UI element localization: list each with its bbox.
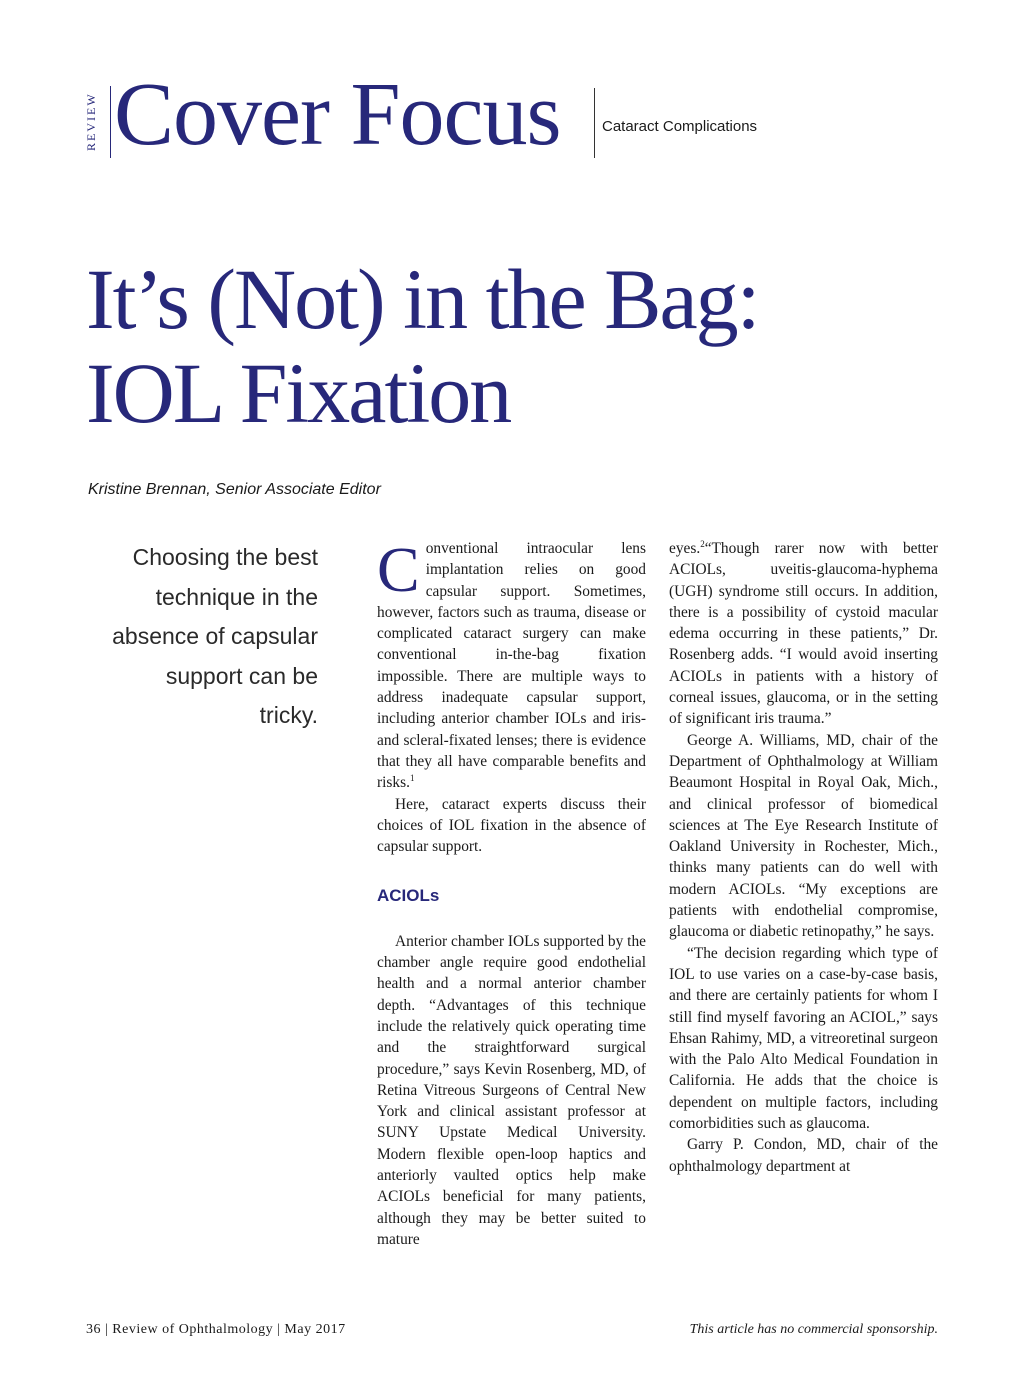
headline-line-1: It’s (Not) in the Bag: [86, 251, 759, 347]
reference-1: 1 [409, 773, 415, 784]
drop-cap: C [377, 534, 420, 605]
pull-quote: Choosing the best technique in the absence of capsular support can be tricky. [112, 544, 318, 728]
reference-2: 2 [700, 538, 705, 549]
paragraph-6: “The decision regarding which type of IOL to use varies on a case-by-case basis, and there are certainly patients for whom I still find myself favoring an ACIOL,” says Ehsan Rahimy, MD, a vitreoretinal surgeon with the Palo Alto Medical Foundation in California. He adds that the choice is dependent on multiple factors, including comorbidities such as glaucoma. [669, 944, 938, 1133]
paragraph-3: Anterior chamber IOLs supported by the chamber angle require good endothelial health and a normal anterior chamber depth. “Advantages of this technique include the relatively quick operating time and the straightforward surgical procedure,” says Kevin Rosenberg, MD, of Retina Vitreous Surgeons of Central New York and clinical assistant professor at SUNY Upstate Medical University. Modern flexible open-loop haptics and anteriorly vaulted optics help make ACIOLs beneficial for many patients, although they may be better suited to mature [377, 932, 646, 1248]
review-vertical-label: REVIEW [84, 92, 98, 152]
masthead-divider-right [594, 88, 595, 158]
footer-folio: 36 | Review of Ophthalmology | May 2017 [86, 1322, 346, 1337]
paragraph-4 [669, 538, 938, 730]
paragraph-2: Here, cataract experts discuss their choices of IOL fixation in the absence of capsular support. [377, 795, 646, 856]
byline: Kristine Brennan, Senior Associate Editor [88, 481, 381, 498]
column-1 [377, 534, 646, 1250]
paragraph-intro-text: onventional intraocular lens implantation relies on good capsular support. Sometimes, however, factors such as trauma, disease or complicated cataract surgery can make conventional in-the-bag fixation impossible. There are multiple ways to address inadequate capsular support, including anterior chamber IOLs and iris- and scleral-fixated lenses; there is evidence that they all have comparable benefits and risks. [377, 540, 646, 792]
column-2 [669, 538, 938, 1177]
paragraph-5: George A. Williams, MD, chair of the Department of Ophthalmology at William Beaumont Hospital in Royal Oak, Mich., and clinical professor of biomedical sciences at The Eye Research Institute of Oakland University in Rochester, Mich., thinks many patients can do well with modern ACIOLs. “My exceptions are patients with endothelial compromise, glaucoma or diabetic retinopathy,” he says. [669, 731, 938, 941]
paragraph-7: Garry P. Condon, MD, chair of the ophthalmology department at [669, 1136, 938, 1175]
masthead-title: Cover Focus [114, 65, 561, 164]
section-label: Cataract Complications [602, 118, 758, 135]
article-headline [86, 252, 946, 440]
paragraph-4-text: “Though rarer now with better ACIOLs, uveitis-glaucoma-hyphema (UGH) syndrome still occurs. In addition, there is a possibility of cystoid macular edema occurring in these patients,” Dr. Rosenberg adds. “I would avoid inserting ACIOLs in patients with a history of corneal issues, glaucoma, or in the setting of significant iris trauma.” [669, 540, 938, 728]
masthead-divider-left [110, 86, 111, 158]
footer-sponsorship-note: This article has no commercial sponsorship. [689, 1322, 938, 1337]
paragraph-4-start: eyes. [669, 540, 701, 557]
paragraph-intro [377, 534, 646, 794]
subhead-aciols: ACIOLs [377, 886, 440, 906]
headline-line-2: IOL Fixation [86, 345, 511, 441]
